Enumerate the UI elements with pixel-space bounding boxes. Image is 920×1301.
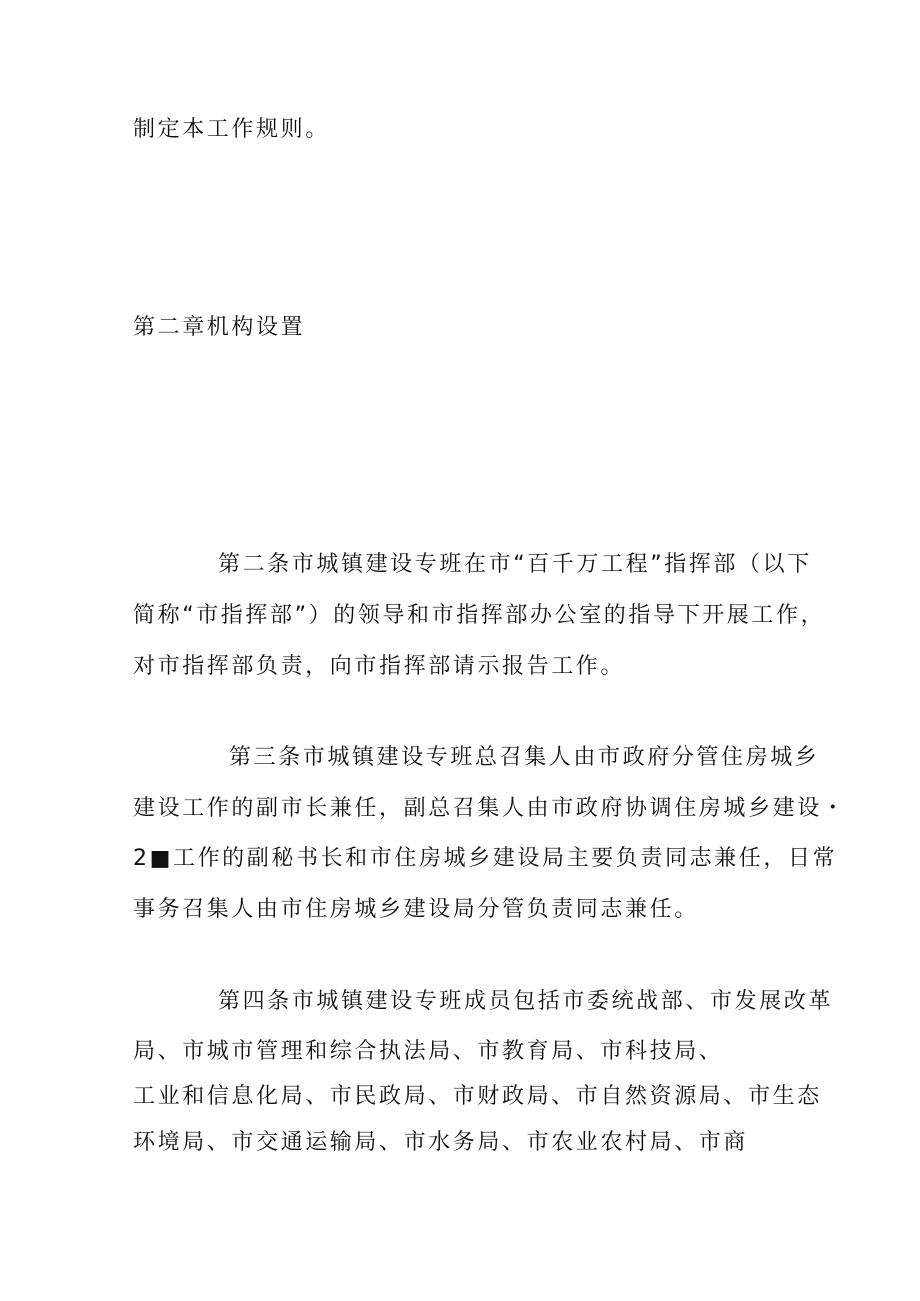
article-3-line-4: 事务召集人由市住房城乡建设局分管负责同志兼任。 — [133, 897, 699, 922]
chapter-heading: 第二章机构设置 — [133, 315, 306, 340]
article-2-line-1: 第二条市城镇建设专班在市“百千万工程”指挥部（以下 — [218, 552, 812, 577]
intro-tail-text: 制定本工作规则。 — [133, 117, 330, 142]
article-2-line-3: 对市指挥部负责，向市指挥部请示报告工作。 — [133, 654, 626, 679]
article-4-line-1: 第四条市城镇建设专班成员包括市委统战部、市发展改革 — [218, 989, 834, 1014]
article-3-line-1: 第三条市城镇建设专班总召集人由市政府分管住房城乡 — [229, 745, 820, 770]
article-4-line-3: 工业和信息化局、市民政局、市财政局、市自然资源局、市生态 — [133, 1084, 822, 1109]
article-4-line-2: 局、市城市管理和综合执法局、市教育局、市科技局、 — [133, 1039, 724, 1064]
article-3-line-2: 建设工作的副市长兼任，副总召集人由市政府协调住房城乡建设・ — [133, 796, 847, 821]
article-3-line-3: 2■工作的副秘书长和市住房城乡建设局主要负责同志兼任，日常 — [133, 846, 838, 871]
article-4-line-4: 环境局、市交通运输局、市水务局、市农业农村局、市商 — [133, 1130, 749, 1155]
article-2-line-2: 简称“市指挥部”）的领导和市指挥部办公室的指导下开展工作， — [133, 603, 826, 628]
